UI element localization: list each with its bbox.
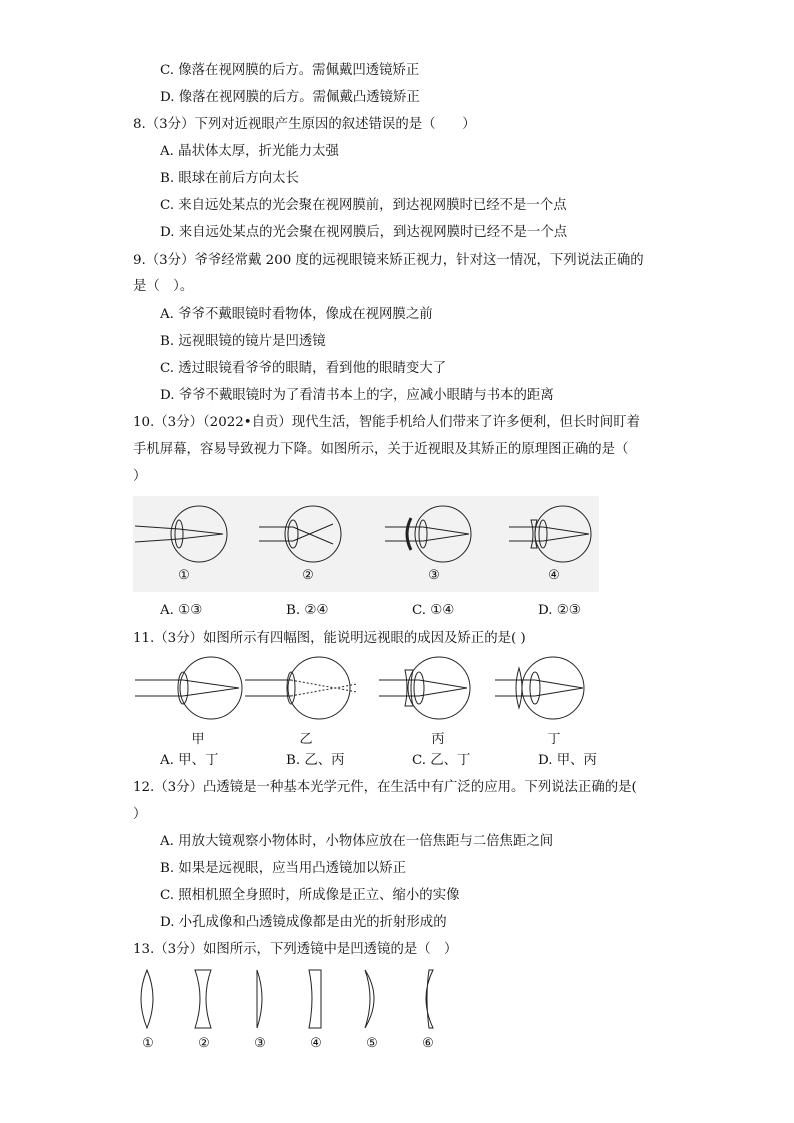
q8-stem: 8.（3分）下列对近视眼产生原因的叙述错误的是（ ） — [133, 117, 476, 132]
q9-option-b: B. 远视眼镜的镜片是凹透镜 — [160, 334, 326, 349]
q11-option-d: D. 甲、丙 — [538, 753, 597, 768]
q12-stem-end: ） — [133, 807, 147, 822]
q11-option-c: C. 乙、丁 — [412, 753, 471, 768]
q8-option-b: B. 眼球在前后方向太长 — [160, 171, 299, 186]
lens-4 — [309, 970, 321, 1028]
q8-option-c: C. 来自远处某点的光会聚在视网膜前，到达视网膜时已经不是一个点 — [160, 198, 567, 213]
lens-6 — [426, 970, 433, 1028]
q13-label-4: ④ — [310, 1036, 322, 1051]
q13-stem: 13.（3分）如图所示，下列透镜中是凹透镜的是（ ） — [133, 942, 458, 957]
q13-lens-shapes — [133, 966, 453, 1036]
lens-2 — [195, 970, 211, 1028]
q13-label-5: ⑤ — [366, 1036, 378, 1051]
q7-option-c: C. 像落在视网膜的后方。需佩戴凹透镜矫正 — [160, 63, 420, 78]
q8-option-a: A. 晶状体太厚，折光能力太强 — [160, 144, 339, 159]
q10-options — [0, 602, 794, 620]
q9-stem-cont: 是（ ）。 — [133, 279, 194, 294]
q10-stem-cont: 手机屏幕，容易导致视力下降。如图所示，关于近视眼及其矫正的原理图正确的是（ — [133, 442, 629, 457]
q12-option-a: A. 用放大镜观察小物体时，小物体应放在一倍焦距与二倍焦距之间 — [160, 834, 554, 849]
q9-option-d: D. 爷爷不戴眼镜时为了看清书本上的字，应减小眼睛与书本的距离 — [160, 388, 554, 403]
q12-stem: 12.（3分）凸透镜是一种基本光学元件，在生活中有广泛的应用。下列说法正确的是( — [133, 780, 637, 795]
q13-label-6: ⑥ — [422, 1036, 434, 1051]
q10-eye-diagrams — [133, 496, 599, 592]
q13-figure — [133, 966, 453, 1051]
lens-1 — [141, 970, 153, 1028]
eye-diagram-jia — [135, 657, 242, 719]
q10-stem: 10.（3分）（2022•自贡）现代生活，智能手机给人们带来了许多便利，但长时间盯着 — [133, 415, 640, 430]
q10-option-a: A. ①③ — [160, 603, 203, 618]
q11-options — [0, 752, 794, 770]
eye-diagram-yi — [245, 657, 357, 719]
q7-option-d: D. 像落在视网膜的后方。需佩戴凸透镜矫正 — [160, 90, 420, 105]
q10-stem-end: ） — [133, 469, 147, 484]
q13-label-3: ③ — [254, 1036, 266, 1051]
q12-option-d: D. 小孔成像和凸透镜成像都是由光的折射形成的 — [160, 915, 447, 930]
q8-option-d: D. 来自远处某点的光会聚在视网膜后，到达视网膜时已经不是一个点 — [160, 225, 568, 240]
q12-option-c: C. 照相机照全身照时，所成像是正立、缩小的实像 — [160, 888, 460, 903]
q10-option-b: B. ②④ — [286, 603, 329, 618]
q11-figure — [133, 656, 603, 747]
q11-stem: 11.（3分）如图所示有四幅图，能说明远视眼的成因及矫正的是( ) — [133, 631, 526, 646]
q11-option-b: B. 乙、丙 — [286, 753, 345, 768]
q10-option-d: D. ②③ — [538, 603, 581, 618]
q11-label-bing: 丙 — [431, 732, 445, 747]
q9-option-c: C. 透过眼镜看爷爷的眼睛，看到他的眼睛变大了 — [160, 361, 447, 376]
q11-label-yi: 乙 — [299, 732, 313, 747]
lens-5 — [365, 970, 374, 1028]
q11-label-jia: 甲 — [191, 732, 205, 747]
q13-label-2: ② — [198, 1036, 210, 1051]
q10-label-2: ② — [302, 568, 314, 583]
q10-figure — [133, 496, 599, 592]
q10-option-c: C. ①④ — [412, 603, 455, 618]
eye-diagram-bing — [379, 657, 470, 719]
q10-label-3: ③ — [428, 568, 440, 583]
lens-3 — [257, 970, 262, 1028]
q9-option-a: A. 爷爷不戴眼镜时看物体，像成在视网膜之前 — [160, 307, 433, 322]
eye-diagram-ding — [495, 657, 584, 719]
q13-label-1: ① — [142, 1036, 154, 1051]
q11-option-a: A. 甲、丁 — [160, 753, 219, 768]
q11-label-ding: 丁 — [547, 732, 561, 747]
q10-label-4: ④ — [548, 568, 560, 583]
q11-eye-diagrams — [133, 656, 603, 726]
q9-stem: 9.（3分）爷爷经常戴 200 度的远视眼镜来矫正视力，针对这一情况，下列说法正确的 — [133, 253, 644, 268]
q12-option-b: B. 如果是远视眼，应当用凸透镜加以矫正 — [160, 861, 406, 876]
q10-label-1: ① — [178, 568, 190, 583]
